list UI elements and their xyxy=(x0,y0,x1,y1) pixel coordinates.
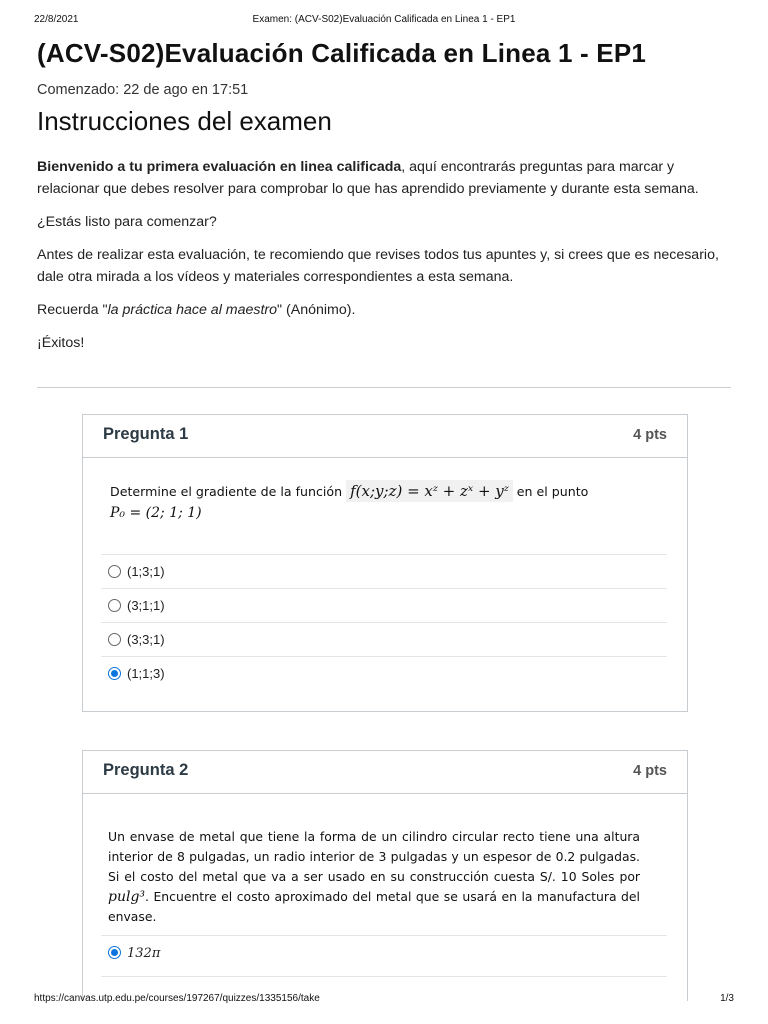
question-2 xyxy=(82,750,688,1001)
question-text-start: Determine el gradiente de la función xyxy=(110,484,347,499)
question-name: Pregunta 1 xyxy=(103,425,189,443)
quiz-started: Comenzado: 22 de ago en 17:51 xyxy=(37,82,249,98)
instructions-paragraph xyxy=(37,156,727,200)
radio-button[interactable] xyxy=(108,565,121,578)
radio-button[interactable] xyxy=(108,633,121,646)
instructions-paragraph xyxy=(37,299,727,321)
question-1 xyxy=(82,414,688,712)
question-text-start: Un envase de metal que tiene la forma de un cilindro circular recto tiene una altura interior de 8 pulgadas, un radio interior de 3 pulgadas y un espesor de 0.2 pulgadas. Si el costo del metal que va a ser usado en su construcción cuesta S/. 10 Soles por xyxy=(108,829,640,884)
evaluation-point: P₀ = (2; 1; 1) xyxy=(110,505,202,521)
function-formula: f(x;y;z) = xᶻ + zˣ + yᶻ xyxy=(346,480,513,502)
instructions-paragraph: ¡Éxitos! xyxy=(37,335,85,351)
answer-label[interactable]: 132π xyxy=(127,946,161,961)
answer-list xyxy=(101,554,667,690)
instructions-bold-text: Bienvenido a tu primera evaluación en linea calificada xyxy=(37,159,402,175)
page-number: 1/3 xyxy=(720,993,734,1004)
question-header xyxy=(83,751,687,794)
answer-option[interactable] xyxy=(101,935,667,976)
answer-option[interactable] xyxy=(101,588,667,622)
quote-italic: la práctica hace al maestro xyxy=(107,302,278,318)
answer-label[interactable]: (3;1;1) xyxy=(127,598,165,613)
answer-separator xyxy=(101,976,667,978)
instructions-paragraph: ¿Estás listo para comenzar? xyxy=(37,214,217,230)
answer-label[interactable]: (1;1;3) xyxy=(127,666,165,681)
divider xyxy=(37,387,731,388)
question-points: 4 pts xyxy=(633,763,667,779)
unit-formula: pulg³ xyxy=(108,889,146,905)
question-text-middle: en el punto xyxy=(512,484,589,499)
radio-button-selected[interactable] xyxy=(108,946,121,959)
question-name: Pregunta 2 xyxy=(103,761,189,779)
print-title: Examen: (ACV-S02)Evaluación Calificada en Linea 1 - EP1 xyxy=(252,14,516,25)
instructions-heading: Instrucciones del examen xyxy=(37,106,332,136)
radio-button[interactable] xyxy=(108,599,121,612)
question-header xyxy=(83,415,687,458)
question-text xyxy=(108,827,640,927)
answer-label[interactable]: (3;3;1) xyxy=(127,632,165,647)
instructions-body xyxy=(37,156,727,365)
answer-option[interactable] xyxy=(101,622,667,656)
question-points: 4 pts xyxy=(633,427,667,443)
print-date: 22/8/2021 xyxy=(34,14,79,25)
instructions-text: , aquí encontrarás preguntas para marcar y relacionar que debes resolver para comprobar lo que has aprendido previamente y durante esta semana. xyxy=(37,159,699,197)
question-text xyxy=(110,481,670,524)
radio-button-selected[interactable] xyxy=(108,667,121,680)
quote-prefix: Recuerda " xyxy=(37,302,108,318)
print-footer xyxy=(0,993,768,1009)
quiz-title: (ACV-S02)Evaluación Calificada en Linea 1 - EP1 xyxy=(37,38,647,68)
answer-list xyxy=(101,935,667,978)
question-text-end: . Encuentre el costo aproximado del metal que se usará en la manufactura del envase. xyxy=(108,889,640,924)
instructions-paragraph: Antes de realizar esta evaluación, te recomiendo que revises todos tus apuntes y, si crees que es necesario, dale otra mirada a los vídeos y materiales correspondientes a esta semana. xyxy=(37,247,719,285)
answer-option[interactable] xyxy=(101,656,667,690)
answer-option[interactable] xyxy=(101,554,667,588)
print-header xyxy=(0,14,768,30)
answer-label[interactable]: (1;3;1) xyxy=(127,564,165,579)
quote-suffix: " (Anónimo). xyxy=(277,302,356,318)
print-url: https://canvas.utp.edu.pe/courses/197267/quizzes/1335156/take xyxy=(34,993,320,1004)
